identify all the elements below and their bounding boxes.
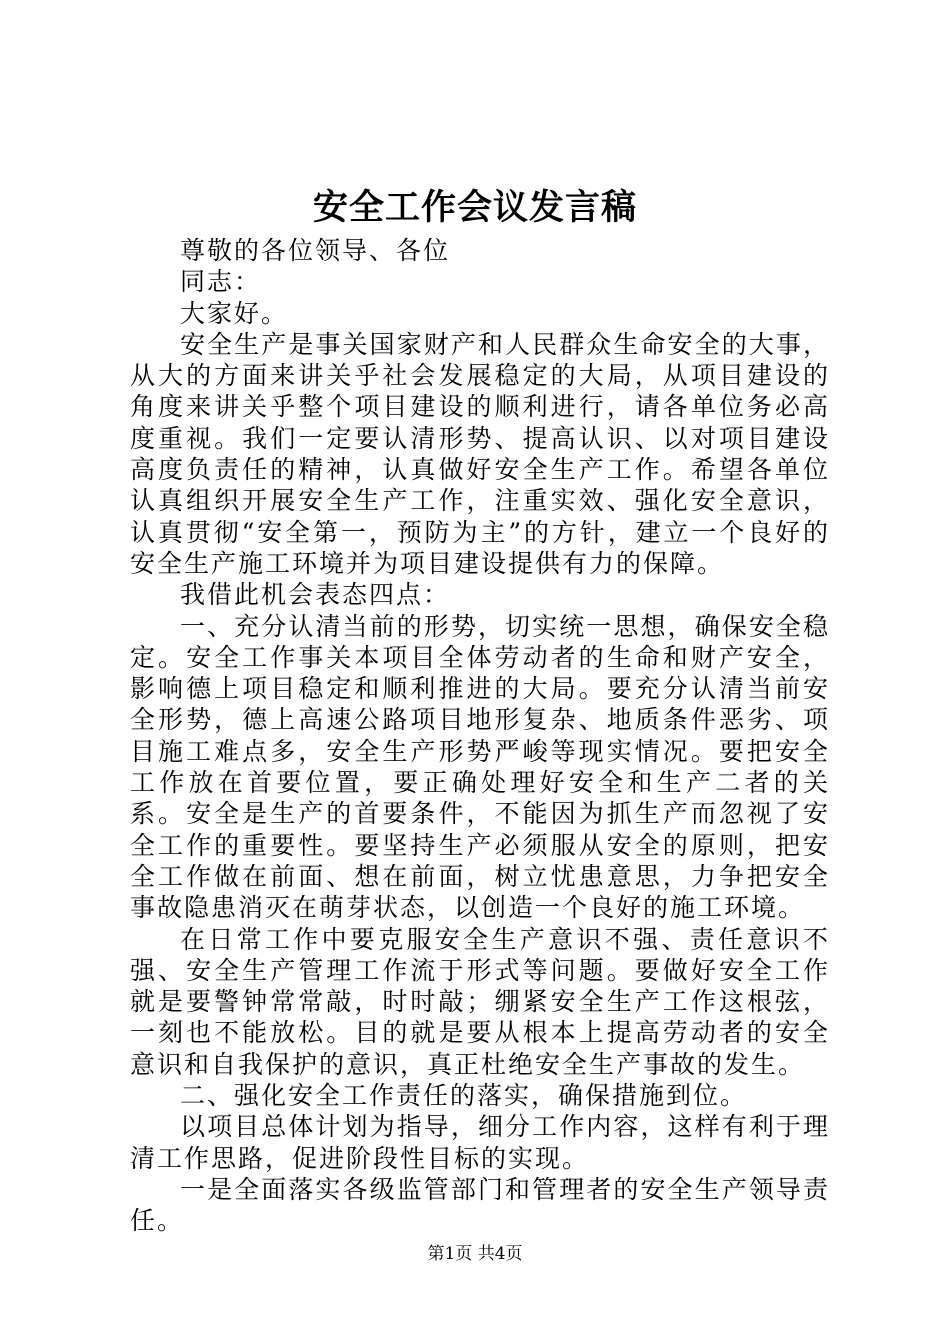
paragraph-intro: 安全生产是事关国家财产和人民群众生命安全的大事，从大的方面来讲关乎社会发展稳定的大局，从项目建设的角度来讲关乎整个项目建设的顺利进行，请各单位务必高度重视。我们一定要认清形势、提高认识、以对项目建设高度负责任的精神，认真做好安全生产工作。希望各单位认真组织开展安全生产工作，注重实效、强化安全意识，认真贯彻“安全第一，预防为主”的方针，建立一个良好的安全生产施工环境并为项目建设提供有力的保障。 (130, 329, 830, 578)
paragraph-daily-work: 在日常工作中要克服安全生产意识不强、责任意识不强、安全生产管理工作流于形式等问题。要做好安全工作就是要警钟常常敲，时时敲；绷紧安全生产工作这根弦，一刻也不能放松。目的就是要从根本上提高劳动者的安全意识和自我保护的意识，真正杜绝安全生产事故的发生。 (130, 924, 830, 1079)
document-title: 安全工作会议发言稿 (312, 187, 637, 228)
paragraph-points-intro: 我借此机会表态四点： (180, 580, 451, 610)
paragraph-point-one: 一、充分认清当前的形势，切实统一思想，确保安全稳定。安全工作事关本项目全体劳动者的生命和财产安全，影响德上项目稳定和顺利推进的大局。要充分认清当前安全形势，德上高速公路项目地形复杂、地质条件恶劣、项目施工难点多，安全生产形势严峻等现实情况。要把安全工作放在首要位置，要正确处理好安全和生产二者的关系。安全是生产的首要条件，不能因为抓生产而忽视了安全工作的重要性。要坚持生产必须服从安全的原则，把安全工作做在前面、想在前面，树立忧患意思，力争把安全事故隐患消灭在萌芽状态，以创造一个良好的施工环境。 (130, 611, 830, 923)
page-number-footer: 第1页 共4页 (427, 1244, 523, 1264)
paragraph-first-item: 一是全面落实各级监管部门和管理者的安全生产领导责任。 (130, 1174, 830, 1236)
paragraph-salutation-cont: 同志： (180, 267, 262, 297)
paragraph-plan: 以项目总体计划为指导，细分工作内容，这样有利于理清工作思路，促进阶段性目标的实现。 (130, 1112, 830, 1173)
paragraph-salutation: 尊敬的各位领导、各位 (180, 236, 451, 265)
paragraph-greeting: 大家好。 (180, 298, 289, 328)
paragraph-point-two: 二、强化安全工作责任的落实，确保措施到位。 (180, 1081, 748, 1111)
document-body (130, 235, 830, 1237)
